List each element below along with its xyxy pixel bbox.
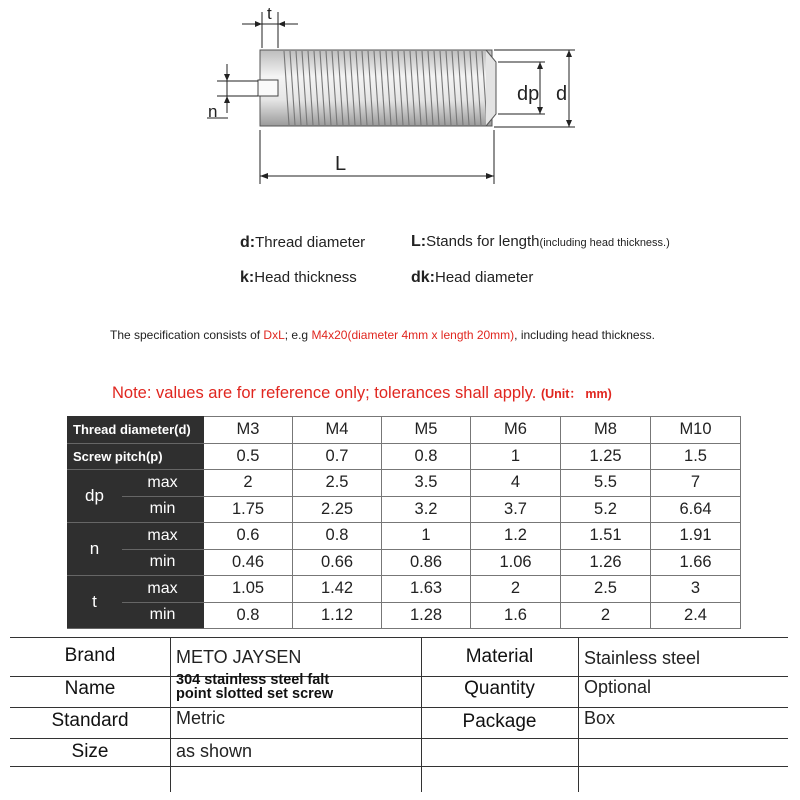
- value-cell: 6.64: [651, 496, 741, 523]
- spec-row-n-min: [68, 549, 741, 576]
- row-label-max: max: [122, 470, 204, 497]
- note-unit: (Unit： mm): [540, 387, 612, 401]
- material-value: Stainless steel: [584, 648, 701, 668]
- value-cell: 1.12: [293, 602, 382, 629]
- pitch-cell: 1.25: [561, 443, 651, 470]
- value-cell: 1.06: [471, 549, 561, 576]
- spec-row-t-min: [68, 602, 741, 629]
- value-cell: 2: [204, 470, 293, 497]
- legend-key-L: L:: [411, 233, 427, 250]
- group-label-dp: dp: [68, 470, 122, 523]
- row-label-min: min: [122, 496, 204, 523]
- value-cell: 2: [561, 602, 651, 629]
- dim-label-d: d: [556, 83, 568, 105]
- pitch-cell: 0.7: [293, 443, 382, 470]
- value-cell: 1.42: [293, 576, 382, 603]
- pitch-cell: 1.5: [651, 443, 741, 470]
- value-cell: 1.91: [651, 523, 741, 550]
- spec-row-dp-min: [68, 496, 741, 523]
- value-cell: 3: [651, 576, 741, 603]
- specification-table: [67, 416, 741, 629]
- size-cell: M3: [204, 417, 293, 444]
- spec-example: M4x20(diameter 4mm x length 20mm): [311, 328, 515, 342]
- value-cell: 1.2: [471, 523, 561, 550]
- value-cell: 5.5: [561, 470, 651, 497]
- group-label-n: n: [68, 523, 122, 576]
- specification-description: [110, 328, 655, 342]
- value-cell: 1.63: [382, 576, 471, 603]
- value-cell: 1.66: [651, 549, 741, 576]
- value-cell: 3.7: [471, 496, 561, 523]
- name-label: Name: [64, 678, 116, 699]
- brand-value: METO JAYSEN: [176, 647, 302, 667]
- size-cell: M6: [471, 417, 561, 444]
- product-info-table: [10, 637, 788, 792]
- quantity-label: Quantity: [464, 678, 535, 699]
- dim-label-n: n: [208, 102, 218, 121]
- row-label-min: min: [122, 549, 204, 576]
- value-cell: 0.46: [204, 549, 293, 576]
- value-cell: 0.8: [293, 523, 382, 550]
- legend-head-diameter: [411, 269, 533, 287]
- value-cell: 1.05: [204, 576, 293, 603]
- value-cell: 4: [471, 470, 561, 497]
- row-label-min: min: [122, 602, 204, 629]
- value-cell: 1.28: [382, 602, 471, 629]
- size-value: as shown: [176, 741, 253, 761]
- name-value-line1: 304 stainless steel falt: [176, 672, 330, 688]
- spec-row-n-max: [68, 523, 741, 550]
- size-cell: M10: [651, 417, 741, 444]
- value-cell: 1.26: [561, 549, 651, 576]
- value-cell: 0.86: [382, 549, 471, 576]
- spec-row-dp-max: [68, 470, 741, 497]
- note-text: Note: values are for reference only; tolerances shall apply.: [112, 384, 537, 402]
- legend-key-k: k:: [240, 269, 255, 286]
- screw-pitch-label: Screw pitch(p): [68, 443, 204, 470]
- name-value-line2: point slotted set screw: [176, 686, 334, 702]
- row-label-max: max: [122, 523, 204, 550]
- legend-length: [411, 233, 670, 251]
- legend-head-thickness: [240, 269, 357, 287]
- spec-middle: ; e.g: [284, 328, 312, 342]
- value-cell: 2.25: [293, 496, 382, 523]
- spec-row-thread-diameter: [68, 417, 741, 444]
- spec-row-t-max: [68, 576, 741, 603]
- legend-thread-diameter: [240, 234, 365, 252]
- value-cell: 2: [471, 576, 561, 603]
- dim-label-L: L: [335, 153, 347, 175]
- value-cell: 3.5: [382, 470, 471, 497]
- value-cell: 3.2: [382, 496, 471, 523]
- thread-diameter-label: Thread diameter(d): [68, 417, 204, 444]
- legend-key-d: d:: [240, 234, 256, 251]
- value-cell: 0.66: [293, 549, 382, 576]
- pitch-cell: 1: [471, 443, 561, 470]
- spec-prefix: The specification consists of: [110, 328, 264, 342]
- value-cell: 5.2: [561, 496, 651, 523]
- legend-text-L: Stands for length: [426, 233, 540, 250]
- screw-slot: [258, 80, 278, 96]
- quantity-value: Optional: [584, 677, 652, 697]
- legend-key-dk: dk:: [411, 269, 435, 286]
- spec-suffix: , including head thickness.: [514, 328, 655, 342]
- pitch-cell: 0.5: [204, 443, 293, 470]
- value-cell: 1.51: [561, 523, 651, 550]
- package-label: Package: [462, 711, 537, 732]
- value-cell: 2.5: [561, 576, 651, 603]
- brand-label: Brand: [64, 645, 116, 666]
- legend-note-L: (including head thickness.): [539, 237, 670, 249]
- standard-value: Metric: [176, 708, 225, 728]
- value-cell: 1.6: [471, 602, 561, 629]
- spec-dxl: DxL: [263, 328, 285, 342]
- value-cell: 7: [651, 470, 741, 497]
- size-cell: M4: [293, 417, 382, 444]
- dim-label-t: t: [267, 4, 272, 23]
- reference-note: [112, 384, 612, 403]
- spec-row-pitch: [68, 443, 741, 470]
- value-cell: 2.4: [651, 602, 741, 629]
- pitch-cell: 0.8: [382, 443, 471, 470]
- group-label-t: t: [68, 576, 122, 629]
- value-cell: 1: [382, 523, 471, 550]
- row-label-max: max: [122, 576, 204, 603]
- dim-label-dp: dp: [517, 83, 540, 105]
- value-cell: 1.75: [204, 496, 293, 523]
- package-value: Box: [584, 708, 616, 728]
- standard-label: Standard: [51, 710, 129, 731]
- value-cell: 0.6: [204, 523, 293, 550]
- value-cell: 0.8: [204, 602, 293, 629]
- legend-text-k: Head thickness: [254, 269, 357, 286]
- material-label: Material: [465, 646, 534, 667]
- size-label: Size: [71, 741, 109, 762]
- size-cell: M8: [561, 417, 651, 444]
- value-cell: 2.5: [293, 470, 382, 497]
- legend-text-d: Thread diameter: [255, 234, 366, 251]
- legend-text-dk: Head diameter: [435, 269, 534, 286]
- size-cell: M5: [382, 417, 471, 444]
- screw-drawing: [195, 0, 615, 200]
